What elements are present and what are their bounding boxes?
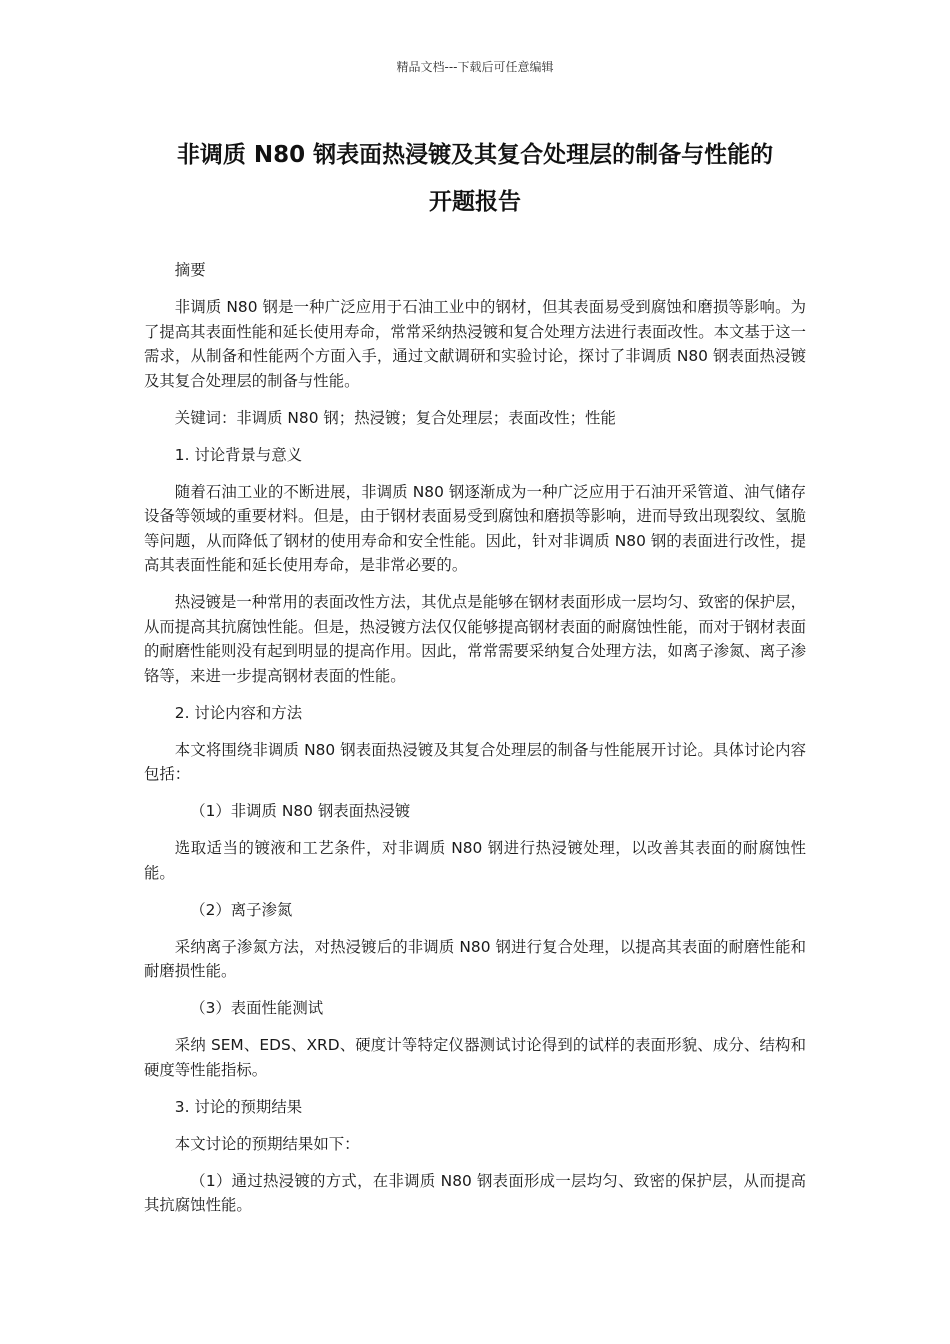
title-line-2: 开题报告	[429, 189, 521, 215]
section-1-heading: 1. 讨论背景与意义	[174, 445, 303, 464]
item-3-paragraph: 采纳 SEM、EDS、XRD、硬度计等特定仪器测试讨论得到的试样的表面形貌、成分、结构和硬度等性能指标。	[144, 1036, 806, 1079]
item-2-paragraph: 采纳离子渗氮方法，对热浸镀后的非调质 N80 钢进行复合处理，以提高其表面的耐磨性能和耐磨损性能。	[144, 937, 806, 980]
result-1-paragraph: （1）通过热浸镀的方式，在非调质 N80 钢表面形成一层均匀、致密的保护层，从而提高其抗腐蚀性能。	[144, 1171, 806, 1214]
item-2-heading: （2）离子渗氮	[190, 900, 293, 919]
item-1-paragraph: 选取适当的镀液和工艺条件，对非调质 N80 钢进行热浸镀处理，以改善其表面的耐腐蚀性能。	[144, 839, 806, 882]
title-line-1: 非调质 N80 钢表面热浸镀及其复合处理层的制备与性能的	[176, 142, 774, 168]
section-2-heading: 2. 讨论内容和方法	[174, 703, 303, 722]
section-3-intro: 本文讨论的预期结果如下：	[174, 1134, 360, 1153]
document-body	[144, 258, 806, 1230]
abstract-heading: 摘要	[174, 261, 206, 279]
item-3-heading: （3）表面性能测试	[190, 999, 324, 1017]
document-title	[120, 132, 830, 226]
page-header: 精品文档---下载后可任意编辑	[396, 60, 554, 74]
abstract-paragraph: 非调质 N80 钢是一种广泛应用于石油工业中的钢材，但其表面易受到腐蚀和磨损等影响。为了提高其表面性能和延长使用寿命，常常采纳热浸镀和复合处理方法进行表面改性。本文基于这一需求，从制备和性能两个方面入手，通过文献调研和实验讨论，探讨了非调质 N80 钢表面热浸镀及其复合处理层的制备与性能。	[144, 298, 806, 390]
section-1-paragraph-2: 热浸镀是一种常用的表面改性方法，其优点是能够在钢材表面形成一层均匀、致密的保护层，从而提高其抗腐蚀性能。但是，热浸镀方法仅仅能够提高钢材表面的耐腐蚀性能，而对于钢材表面的耐磨性能则没有起到明显的提高作用。因此，常常需要采纳复合处理方法，如离子渗氮、离子渗铬等，来进一步提高钢材表面的性能。	[144, 593, 806, 685]
section-3-heading: 3. 讨论的预期结果	[174, 1097, 303, 1116]
keywords-line: 关键词：非调质 N80 钢；热浸镀；复合处理层；表面改性；性能	[174, 408, 616, 427]
section-2-intro: 本文将围绕非调质 N80 钢表面热浸镀及其复合处理层的制备与性能展开讨论。具体讨论内容包括：	[144, 740, 806, 783]
item-1-heading: （1）非调质 N80 钢表面热浸镀	[190, 802, 411, 820]
section-1-paragraph-1: 随着石油工业的不断进展，非调质 N80 钢逐渐成为一种广泛应用于石油开采管道、油气储存设备等领域的重要材料。但是，由于钢材表面易受到腐蚀和磨损等影响，进而导致出现裂纹、氢脆等问题，从而降低了钢材的使用寿命和安全性能。因此，针对非调质 N80 钢的表面进行改性，提高其表面性能和延长使用寿命，是非常必要的。	[144, 482, 806, 574]
